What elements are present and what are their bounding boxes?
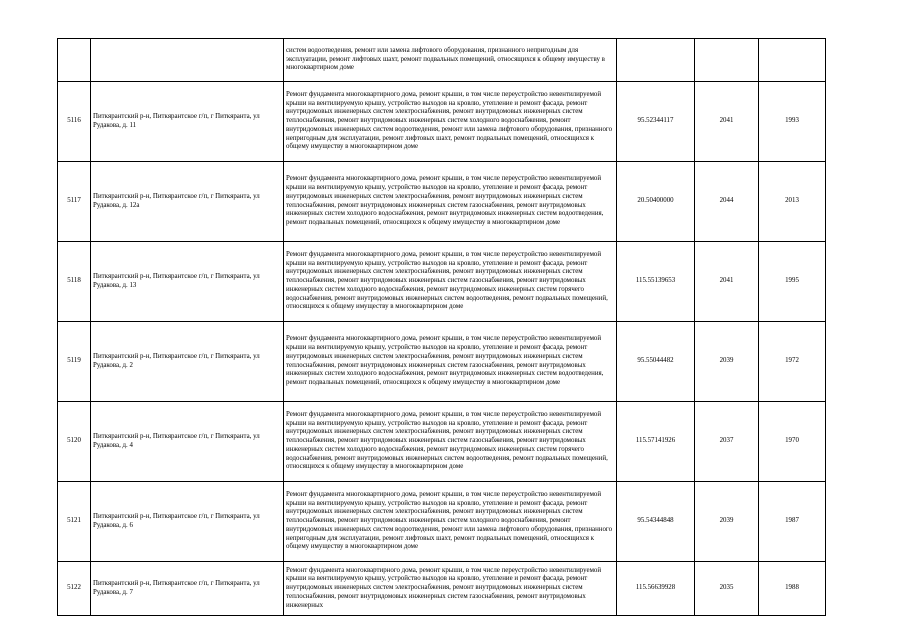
planned-year: 2041 (695, 82, 759, 162)
works-list: Ремонт фундамента многоквартирного дома, ремонт крыши, в том числе переустройство невентилируемой крыши на вентилируемую крышу, устройство выходов на кровлю, утепление и ремонт фасада, ремонт внутридомовых инженерных систем электроснабжения, ремонт внутридомовых инженерных систем теплоснабжения, ремонт внутридомовых инженерных систем газоснабжения, ремонт внутридомовых инженерных систем холодного водоснабжения, ремонт внутридомовых инженерных систем водоотведения, ремонт подвальных помещений, относящихся к общему имуществу в многоквартирном доме (284, 162, 617, 242)
table-row (58, 322, 826, 402)
address: Питкярантский р-н, Питкярантское г/п, г Питкяранта, ул Рудакова, д. 13 (91, 242, 284, 322)
table-row (58, 482, 826, 562)
build-year: 1988 (759, 562, 826, 616)
address-cell (91, 39, 284, 82)
works-list: Ремонт фундамента многоквартирного дома, ремонт крыши, в том числе переустройство невентилируемой крыши на вентилируемую крышу, устройство выходов на кровлю, утепление и ремонт фасада, ремонт внутридомовых инженерных систем электроснабжения, ремонт внутридомовых инженерных систем теплоснабжения, ремонт внутридомовых инженерных систем газоснабжения, ремонт внутридомовых инженерных (284, 562, 617, 616)
row-number: 5119 (58, 322, 91, 402)
planned-year: 2035 (695, 562, 759, 616)
num-cell (58, 39, 91, 82)
planned-year: 2037 (695, 402, 759, 482)
year-cell (695, 39, 759, 82)
value: 115.57141926 (617, 402, 695, 482)
value: 95.55044482 (617, 322, 695, 402)
planned-year: 2044 (695, 162, 759, 242)
table-row (58, 562, 826, 616)
build-year: 1995 (759, 242, 826, 322)
works-text: систем водоотведения, ремонт или замена лифтового оборудования, признанного непригодным для эксплуатации, ремонт лифтовых шахт, ремонт подвальных помещений, относящихся к общему имуществу в многоквартирном доме (286, 46, 605, 72)
build-year: 1987 (759, 482, 826, 562)
value-cell (617, 39, 695, 82)
works-list: Ремонт фундамента многоквартирного дома, ремонт крыши, в том числе переустройство невентилируемой крыши на вентилируемую крышу, устройство выходов на кровлю, утепление и ремонт фасада, ремонт внутридомовых инженерных систем электроснабжения, ремонт внутридомовых инженерных систем теплоснабжения, ремонт внутридомовых инженерных систем газоснабжения, ремонт внутридомовых инженерных систем холодного водоснабжения, ремонт внутридомовых инженерных систем горячего водоснабжения, ремонт внутридомовых инженерных систем водоотведения, ремонт подвальных помещений, относящихся к общему имуществу в многоквартирном доме (284, 242, 617, 322)
planned-year: 2041 (695, 242, 759, 322)
value: 115.56639928 (617, 562, 695, 616)
works-cell (284, 39, 617, 82)
address: Питкярантский р-н, Питкярантское г/п, г Питкяранта, ул Рудакова, д. 12а (91, 162, 284, 242)
row-number: 5118 (58, 242, 91, 322)
works-list: Ремонт фундамента многоквартирного дома, ремонт крыши, в том числе переустройство невентилируемой крыши на вентилируемую крышу, устройство выходов на кровлю, утепление и ремонт фасада, ремонт внутридомовых инженерных систем электроснабжения, ремонт внутридомовых инженерных систем теплоснабжения, ремонт внутридомовых инженерных систем холодного водоснабжения, ремонт внутридомовых инженерных систем водоотведения, ремонт или замена лифтового оборудования, признанного непригодным для эксплуатации, ремонт лифтовых шахт, ремонт подвальных помещений, относящихся к общему имуществу в многоквартирном доме (284, 82, 617, 162)
table-row (58, 82, 826, 162)
table-row (58, 162, 826, 242)
row-number: 5116 (58, 82, 91, 162)
build-year: 1970 (759, 402, 826, 482)
planned-year: 2039 (695, 482, 759, 562)
value: 95.52344117 (617, 82, 695, 162)
works-list: Ремонт фундамента многоквартирного дома, ремонт крыши, в том числе переустройство невентилируемой крыши на вентилируемую крышу, устройство выходов на кровлю, утепление и ремонт фасада, ремонт внутридомовых инженерных систем электроснабжения, ремонт внутридомовых инженерных систем теплоснабжения, ремонт внутридомовых инженерных систем газоснабжения, ремонт внутридомовых инженерных систем холодного водоснабжения, ремонт внутридомовых инженерных систем водоотведения, ремонт подвальных помещений, относящихся к общему имуществу в многоквартирном доме (284, 322, 617, 402)
address: Питкярантский р-н, Питкярантское г/п, г Питкяранта, ул Рудакова, д. 6 (91, 482, 284, 562)
table-row-fragment (58, 39, 826, 82)
build-year: 1993 (759, 82, 826, 162)
works-list: Ремонт фундамента многоквартирного дома, ремонт крыши, в том числе переустройство невентилируемой крыши на вентилируемую крышу, устройство выходов на кровлю, утепление и ремонт фасада, ремонт внутридомовых инженерных систем электроснабжения, ремонт внутридомовых инженерных систем теплоснабжения, ремонт внутридомовых инженерных систем холодного водоснабжения, ремонт внутридомовых инженерных систем водоотведения, ремонт или замена лифтового оборудования, признанного непригодным для эксплуатации, ремонт лифтовых шахт, ремонт подвальных помещений, относящихся к общему имуществу в многоквартирном доме (284, 482, 617, 562)
build-year: 2013 (759, 162, 826, 242)
works-list: Ремонт фундамента многоквартирного дома, ремонт крыши, в том числе переустройство невентилируемой крыши на вентилируемую крышу, устройство выходов на кровлю, утепление и ремонт фасада, ремонт внутридомовых инженерных систем электроснабжения, ремонт внутридомовых инженерных систем теплоснабжения, ремонт внутридомовых инженерных систем газоснабжения, ремонт внутридомовых инженерных систем холодного водоснабжения, ремонт внутридомовых инженерных систем горячего водоснабжения, ремонт внутридомовых инженерных систем водоотведения, ремонт подвальных помещений, относящихся к общему имуществу в многоквартирном доме (284, 402, 617, 482)
value: 115.55139653 (617, 242, 695, 322)
row-number: 5120 (58, 402, 91, 482)
year-cell (759, 39, 826, 82)
table-row (58, 242, 826, 322)
address: Питкярантский р-н, Питкярантское г/п, г Питкяранта, ул Рудакова, д. 11 (91, 82, 284, 162)
build-year: 1972 (759, 322, 826, 402)
value: 95.54344848 (617, 482, 695, 562)
address: Питкярантский р-н, Питкярантское г/п, г Питкяранта, ул Рудакова, д. 2 (91, 322, 284, 402)
address: Питкярантский р-н, Питкярантское г/п, г Питкяранта, ул Рудакова, д. 4 (91, 402, 284, 482)
row-number: 5122 (58, 562, 91, 616)
value: 20.50400000 (617, 162, 695, 242)
repair-table (57, 38, 826, 616)
row-number: 5117 (58, 162, 91, 242)
row-number: 5121 (58, 482, 91, 562)
table-row (58, 402, 826, 482)
planned-year: 2039 (695, 322, 759, 402)
address: Питкярантский р-н, Питкярантское г/п, г Питкяранта, ул Рудакова, д. 7 (91, 562, 284, 616)
